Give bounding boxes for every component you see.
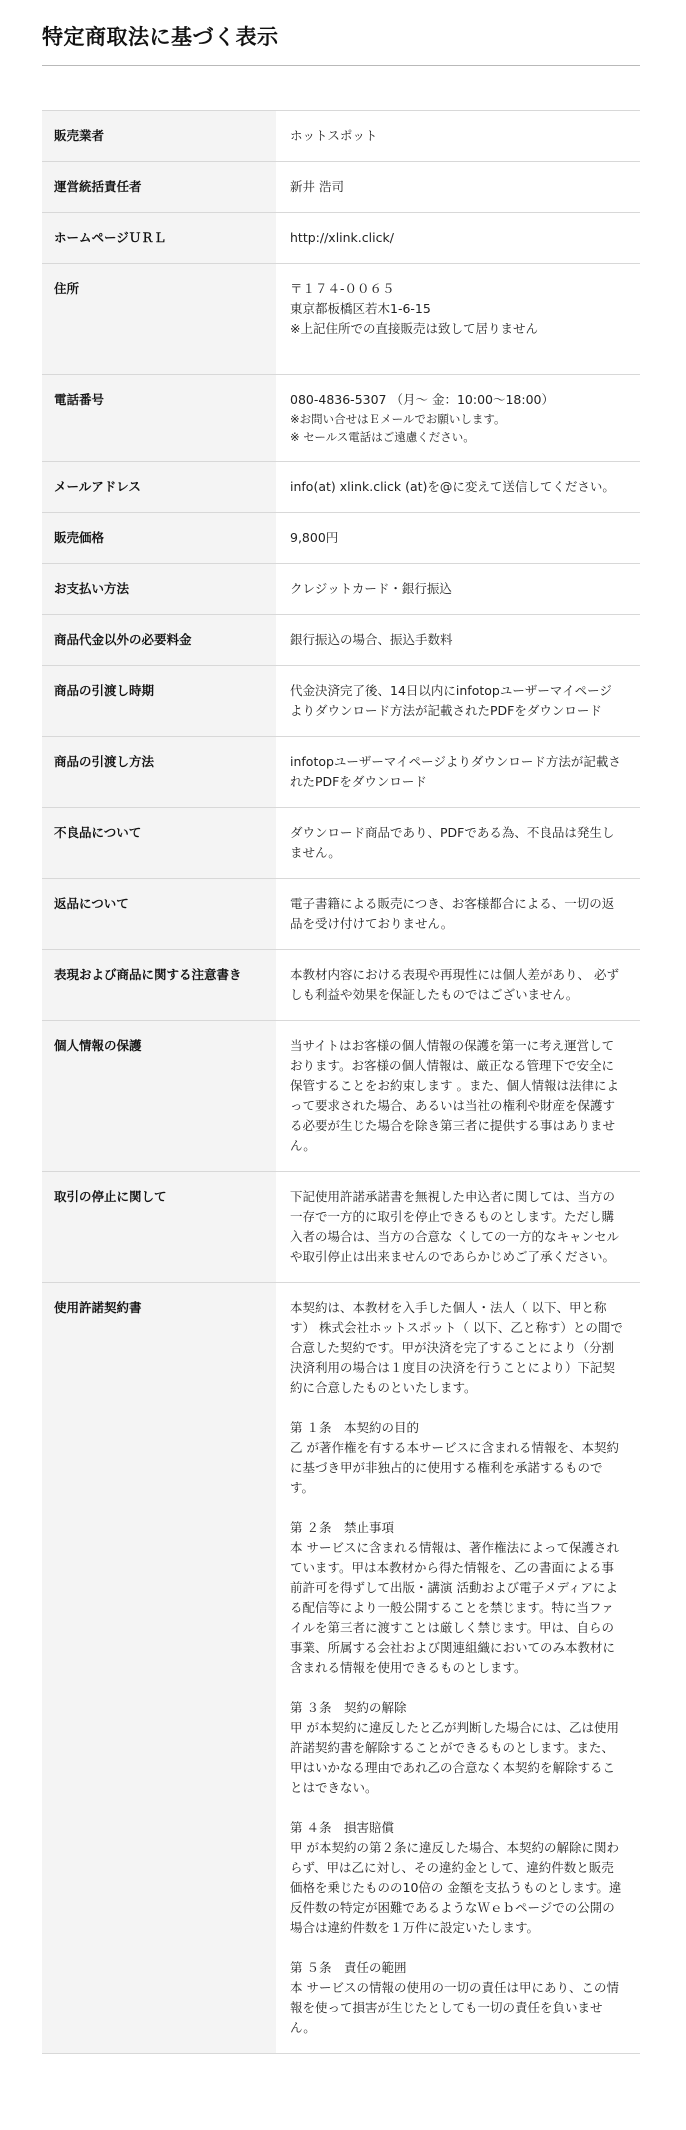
table-row bbox=[42, 879, 640, 950]
row-value-homepage bbox=[276, 213, 640, 264]
manager-name: 新井 浩司 bbox=[290, 179, 344, 194]
suspension-text: 下記使用許諾承諾書を無視した申込者に関しては、当方の一存で一方的に取引を停止できるものとします。ただし購入者の場合は、当方の合意な くしての一方的なキャンセルや取引停止は出来ませんのであらかじめご了承ください。 bbox=[290, 1189, 619, 1264]
row-label-license: 使用許諾契約書 bbox=[42, 1283, 276, 2054]
article-heading: 第 ４条 損害賠償 bbox=[290, 1820, 394, 1835]
privacy-text: 当サイトはお客様の個人情報の保護を第一に考え運営しております。お客様の個人情報は、厳正なる管理下で安全に保管することをお約束します 。また、個人情報は法律によって要求された場合、あるいは当社の権利や財産を保護する必要が生じた場合を除き第三者に提供する事はありません。 bbox=[290, 1038, 619, 1153]
row-label-delivery-time: 商品の引渡し時期 bbox=[42, 666, 276, 737]
row-value-address bbox=[276, 264, 640, 375]
row-label-privacy: 個人情報の保護 bbox=[42, 1021, 276, 1172]
article-body: 甲 が本契約に違反したと乙が判断した場合には、乙は使用許諾契約書を解除することができるものとします。また、甲はいかなる理由であれ乙の合意なく本契約を解除することはできない。 bbox=[290, 1720, 619, 1795]
homepage-url[interactable]: http://xlink.click/ bbox=[290, 230, 394, 245]
disclaimer-text: 本教材内容における表現や再現性には個人差があり、 必ずしも利益や効果を保証したものではございません。 bbox=[290, 967, 619, 1002]
row-value-manager bbox=[276, 162, 640, 213]
row-label-price: 販売価格 bbox=[42, 513, 276, 564]
table-row bbox=[42, 264, 640, 375]
table-row bbox=[42, 375, 640, 462]
row-value-license bbox=[276, 1283, 640, 2054]
sale-price: 9,800円 bbox=[290, 530, 339, 545]
row-value-suspension bbox=[276, 1172, 640, 1283]
email-address: info(at) xlink.click (at)を@に変えて送信してください。 bbox=[290, 479, 615, 494]
payment-methods: クレジットカード・銀行振込 bbox=[290, 581, 452, 596]
license-article bbox=[290, 1418, 624, 1498]
phone-note-sales: ※ セールス電話はご遠慮ください。 bbox=[290, 430, 475, 444]
article-heading: 第 ５条 責任の範囲 bbox=[290, 1960, 407, 1975]
row-label-manager: 運営統括責任者 bbox=[42, 162, 276, 213]
table-row bbox=[42, 462, 640, 513]
commerce-law-table bbox=[42, 110, 640, 2054]
row-value-payment bbox=[276, 564, 640, 615]
row-label-disclaimer: 表現および商品に関する注意書き bbox=[42, 950, 276, 1021]
address-note: ※上記住所での直接販売は致して居りません bbox=[290, 321, 538, 336]
page-title: 特定商取法に基づく表示 bbox=[42, 25, 279, 49]
table-row bbox=[42, 213, 640, 264]
table-row bbox=[42, 162, 640, 213]
article-heading: 第 １条 本契約の目的 bbox=[290, 1420, 419, 1435]
row-value-price bbox=[276, 513, 640, 564]
article-heading: 第 ２条 禁止事項 bbox=[290, 1520, 394, 1535]
row-label-seller: 販売業者 bbox=[42, 111, 276, 162]
table-row bbox=[42, 513, 640, 564]
row-value-privacy bbox=[276, 1021, 640, 1172]
defects-policy: ダウンロード商品であり、PDFである為、不良品は発生しません。 bbox=[290, 825, 615, 860]
article-body: 本 サービスの情報の使用の一切の責任は甲にあり、この情報を使って損害が生じたとしても一切の責任を負いません。 bbox=[290, 1980, 619, 2035]
row-value-seller bbox=[276, 111, 640, 162]
table-row bbox=[42, 1021, 640, 1172]
extra-fees: 銀行振込の場合、振込手数料 bbox=[290, 632, 453, 647]
row-label-returns: 返品について bbox=[42, 879, 276, 950]
delivery-method: infotopユーザーマイページよりダウンロード方法が記載されたPDFをダウンロード bbox=[290, 754, 621, 789]
article-body: 甲 が本契約の第２条に違反した場合、本契約の解除に関わらず、甲は乙に対し、その違約金として、違約件数と販売価格を乗じたものの10倍の 金額を支払うものとします。違反件数の特定が困難であるようなＷｅｂページでの公開の場合は違約件数を１万件に設定いたします。 bbox=[290, 1840, 622, 1935]
row-value-delivery-time bbox=[276, 666, 640, 737]
row-label-extra-fees: 商品代金以外の必要料金 bbox=[42, 615, 276, 666]
row-value-email bbox=[276, 462, 640, 513]
license-article bbox=[290, 1698, 624, 1798]
article-heading: 第 ３条 契約の解除 bbox=[290, 1700, 407, 1715]
table-row bbox=[42, 808, 640, 879]
delivery-time: 代金決済完了後、14日以内にinfotopユーザーマイページよりダウンロード方法が記載されたPDFをダウンロード bbox=[290, 683, 612, 718]
row-label-phone: 電話番号 bbox=[42, 375, 276, 462]
row-value-extra-fees bbox=[276, 615, 640, 666]
title-divider bbox=[42, 65, 640, 66]
table-row bbox=[42, 564, 640, 615]
table-row bbox=[42, 111, 640, 162]
row-label-email: メールアドレス bbox=[42, 462, 276, 513]
row-value-delivery-method bbox=[276, 737, 640, 808]
row-value-disclaimer bbox=[276, 950, 640, 1021]
table-row bbox=[42, 615, 640, 666]
row-value-returns bbox=[276, 879, 640, 950]
row-value-phone bbox=[276, 375, 640, 462]
table-row bbox=[42, 737, 640, 808]
license-article bbox=[290, 1518, 624, 1678]
table-row bbox=[42, 1283, 640, 2054]
row-label-suspension: 取引の停止に関して bbox=[42, 1172, 276, 1283]
phone-number: 080-4836-5307 （月～ 金：10:00～18:00） bbox=[290, 392, 554, 407]
table-row bbox=[42, 666, 640, 737]
row-label-address: 住所 bbox=[42, 264, 276, 375]
postal-code: 〒１７４-００６５ bbox=[290, 281, 395, 296]
table-row bbox=[42, 1172, 640, 1283]
license-article bbox=[290, 1958, 624, 2038]
row-label-homepage: ホームページＵＲＬ bbox=[42, 213, 276, 264]
returns-policy: 電子書籍による販売につき、お客様都合による、一切の返品を受け付けておりません。 bbox=[290, 896, 615, 931]
street-address: 東京都板橋区若木1-6-15 bbox=[290, 301, 431, 316]
row-value-defects bbox=[276, 808, 640, 879]
row-label-delivery-method: 商品の引渡し方法 bbox=[42, 737, 276, 808]
license-intro: 本契約は、本教材を入手した個人・法人（ 以下、甲と称す） 株式会社ホットスポット（ 以下、乙と称す）との間で合意した契約です。甲が決済を完了することにより（分割決済利用の場合は１度目の決済を行うことにより）下記契約に合意したものといたします。 bbox=[290, 1300, 623, 1395]
article-body: 乙 が著作権を有する本サービスに含まれる情報を、本契約に基づき甲が非独占的に使用する権利を承諾するものです。 bbox=[290, 1440, 619, 1495]
table-row bbox=[42, 950, 640, 1021]
article-body: 本 サービスに含まれる情報は、著作権法によって保護されています。甲は本教材から得た情報を、乙の書面による事前許可を得ずして出版・講演 活動および電子メディアによる配信等により一般公開することを禁じます。特に当ファイルを第三者に渡すことは厳しく禁じます。甲は、自らの事業、所属する会社および関連組織においてのみ本教材に含まれる情報を使用できるものとします。 bbox=[290, 1540, 619, 1675]
address-spacer bbox=[290, 339, 624, 359]
seller-name: ホットスポット bbox=[290, 128, 378, 143]
row-label-defects: 不良品について bbox=[42, 808, 276, 879]
row-label-payment: お支払い方法 bbox=[42, 564, 276, 615]
license-article bbox=[290, 1818, 624, 1938]
phone-note-email: ※お問い合せはＥメールでお願いします。 bbox=[290, 412, 506, 426]
